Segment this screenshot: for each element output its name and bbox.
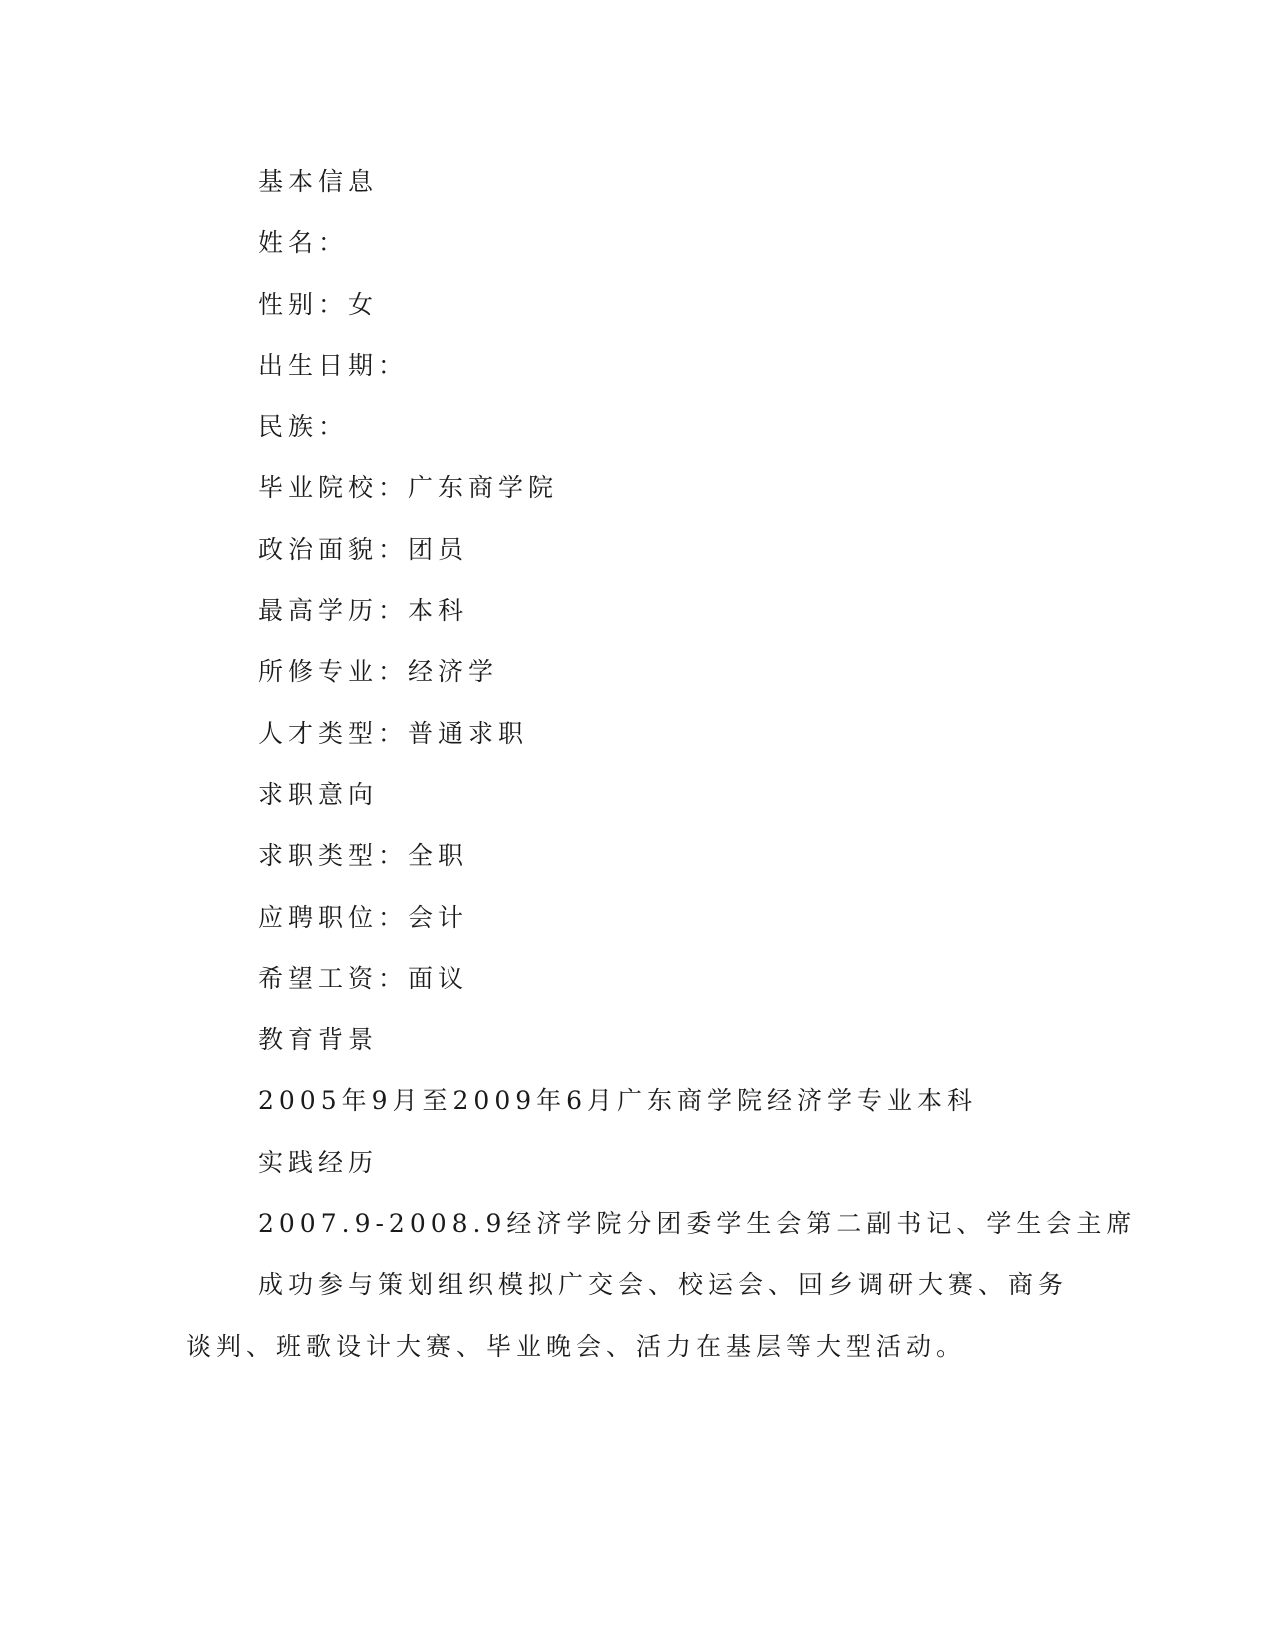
document-body [186,160,1137,1377]
field-gender: 性别：女 [258,289,379,319]
field-major: 所修专业：经济学 [258,657,499,687]
field-ethnicity: 民族： [258,412,349,442]
field-talent-type: 人才类型：普通求职 [258,718,529,748]
field-name: 姓名： [258,228,349,258]
field-political-status: 政治面貌：团员 [258,534,469,564]
experience-entry: 2007.9-2008.9经济学院分团委学生会第二副书记、学生会主席 [258,1209,1137,1239]
section-heading-experience: 实践经历 [258,1147,379,1177]
field-highest-education: 最高学历：本科 [258,596,469,626]
section-heading-job-intention: 求职意向 [258,779,379,809]
field-school: 毕业院校：广东商学院 [258,473,559,503]
education-entry: 2005年9月至2009年6月广东商学院经济学专业本科 [258,1086,978,1116]
field-birth-date: 出生日期： [258,350,409,380]
field-expected-salary: 希望工资：面议 [258,963,469,993]
field-job-type: 求职类型：全职 [258,841,469,871]
field-position: 应聘职位：会计 [258,902,469,932]
section-heading-basic-info: 基本信息 [258,167,379,196]
section-heading-education: 教育背景 [258,1025,379,1055]
experience-description: 成功参与策划组织模拟广交会、校运会、回乡调研大赛、商务谈判、班歌设计大赛、毕业晚会、活力在基层等大型活动。 [186,1270,1069,1361]
